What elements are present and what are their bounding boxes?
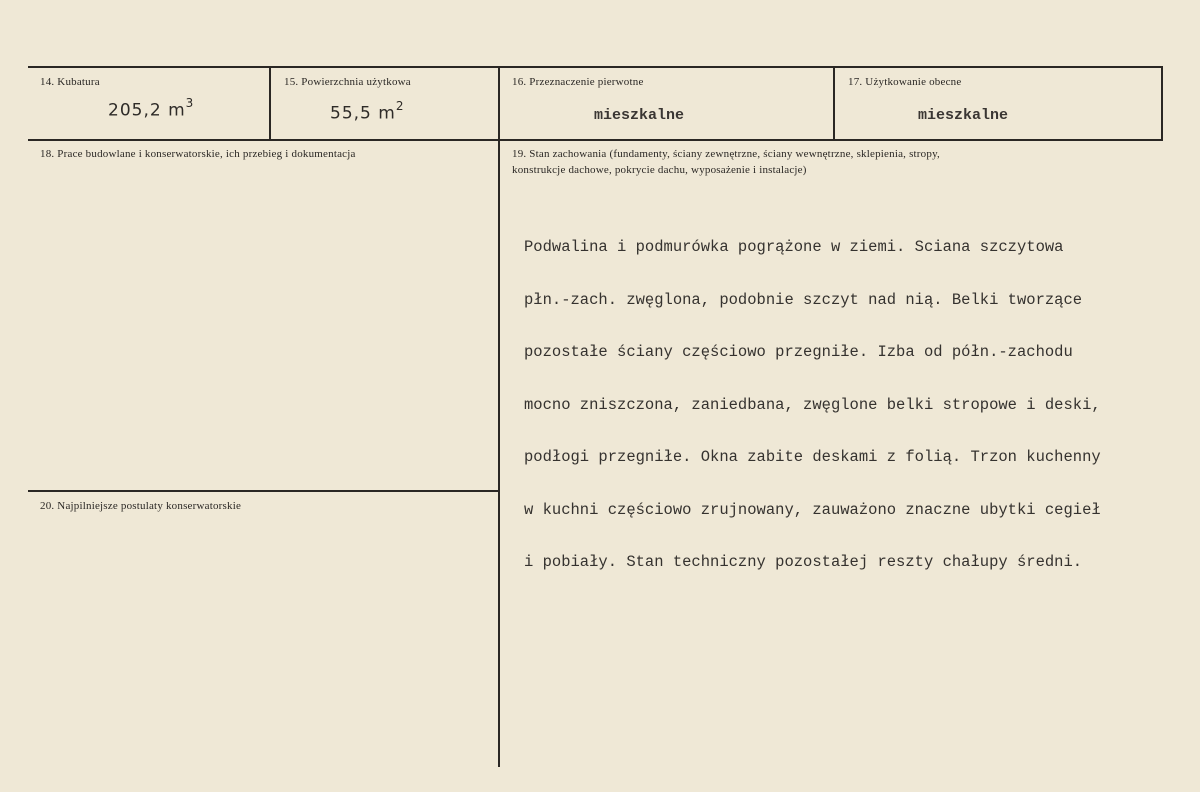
field-19-text-line: w kuchni częściowo zrujnowany, zauważono znaczne ubytki cegieł xyxy=(524,500,1101,519)
field-19-text-line: i pobiały. Stan techniczny pozostałej reszty chałupy średni. xyxy=(524,553,1083,571)
divider-14-15 xyxy=(269,67,271,140)
field-19-text-line: płn.-zach. zwęglona, podobnie szczyt nad nią. Belki tworzące xyxy=(524,290,1083,309)
field-15-unit-exponent: 2 xyxy=(395,99,405,113)
field-14-label: 14. Kubatura xyxy=(40,76,100,88)
field-18-label: 18. Prace budowlane i konserwatorskie, ich przebieg i dokumentacja xyxy=(40,148,356,160)
field-19-text-line: Podwalina i podmurówka pogrążone w ziemi. Sciana szczytowa xyxy=(524,238,1064,256)
field-19-text xyxy=(524,204,1164,589)
field-15-label: 15. Powierzchnia użytkowa xyxy=(284,76,411,88)
divider-18-20 xyxy=(28,490,499,492)
top-border xyxy=(28,66,1163,68)
field-19-text-line: podłogi przegniłe. Okna zabite deskami z folią. Trzon kuchenny xyxy=(524,448,1101,466)
field-19-label-line1: 19. Stan zachowania (fundamenty, ściany zewnętrzne, ściany wewnętrzne, sklepienia, stropy, xyxy=(512,148,941,160)
field-15-value xyxy=(330,101,404,124)
field-16-value: mieszkalne xyxy=(594,107,685,124)
field-19-text-line: pozostałe ściany częściowo przegniłe. Izba od półn.-zachodu xyxy=(524,343,1073,361)
field-14-value xyxy=(108,98,194,121)
field-14-unit-exponent: 3 xyxy=(185,96,195,110)
field-19-text-line: mocno zniszczona, zaniedbana, zwęglone belki stropowe i deski, xyxy=(524,395,1101,414)
field-20-label: 20. Najpilniejsze postulaty konserwatorskie xyxy=(40,500,242,512)
right-border xyxy=(1161,67,1163,140)
field-16-label: 16. Przeznaczenie pierwotne xyxy=(512,76,644,88)
field-15-value-text: 55,5 m xyxy=(330,103,396,124)
divider-16-17 xyxy=(833,67,835,140)
divider-15-16 xyxy=(498,67,500,767)
field-17-value: mieszkalne xyxy=(918,107,1009,124)
field-14-value-text: 205,2 m xyxy=(108,100,186,121)
row1-bottom-border xyxy=(28,139,1163,141)
field-19-label-line2: konstrukcje dachowe, pokrycie dachu, wyposażenie i instalacje) xyxy=(512,164,807,176)
field-17-label: 17. Użytkowanie obecne xyxy=(848,76,962,88)
